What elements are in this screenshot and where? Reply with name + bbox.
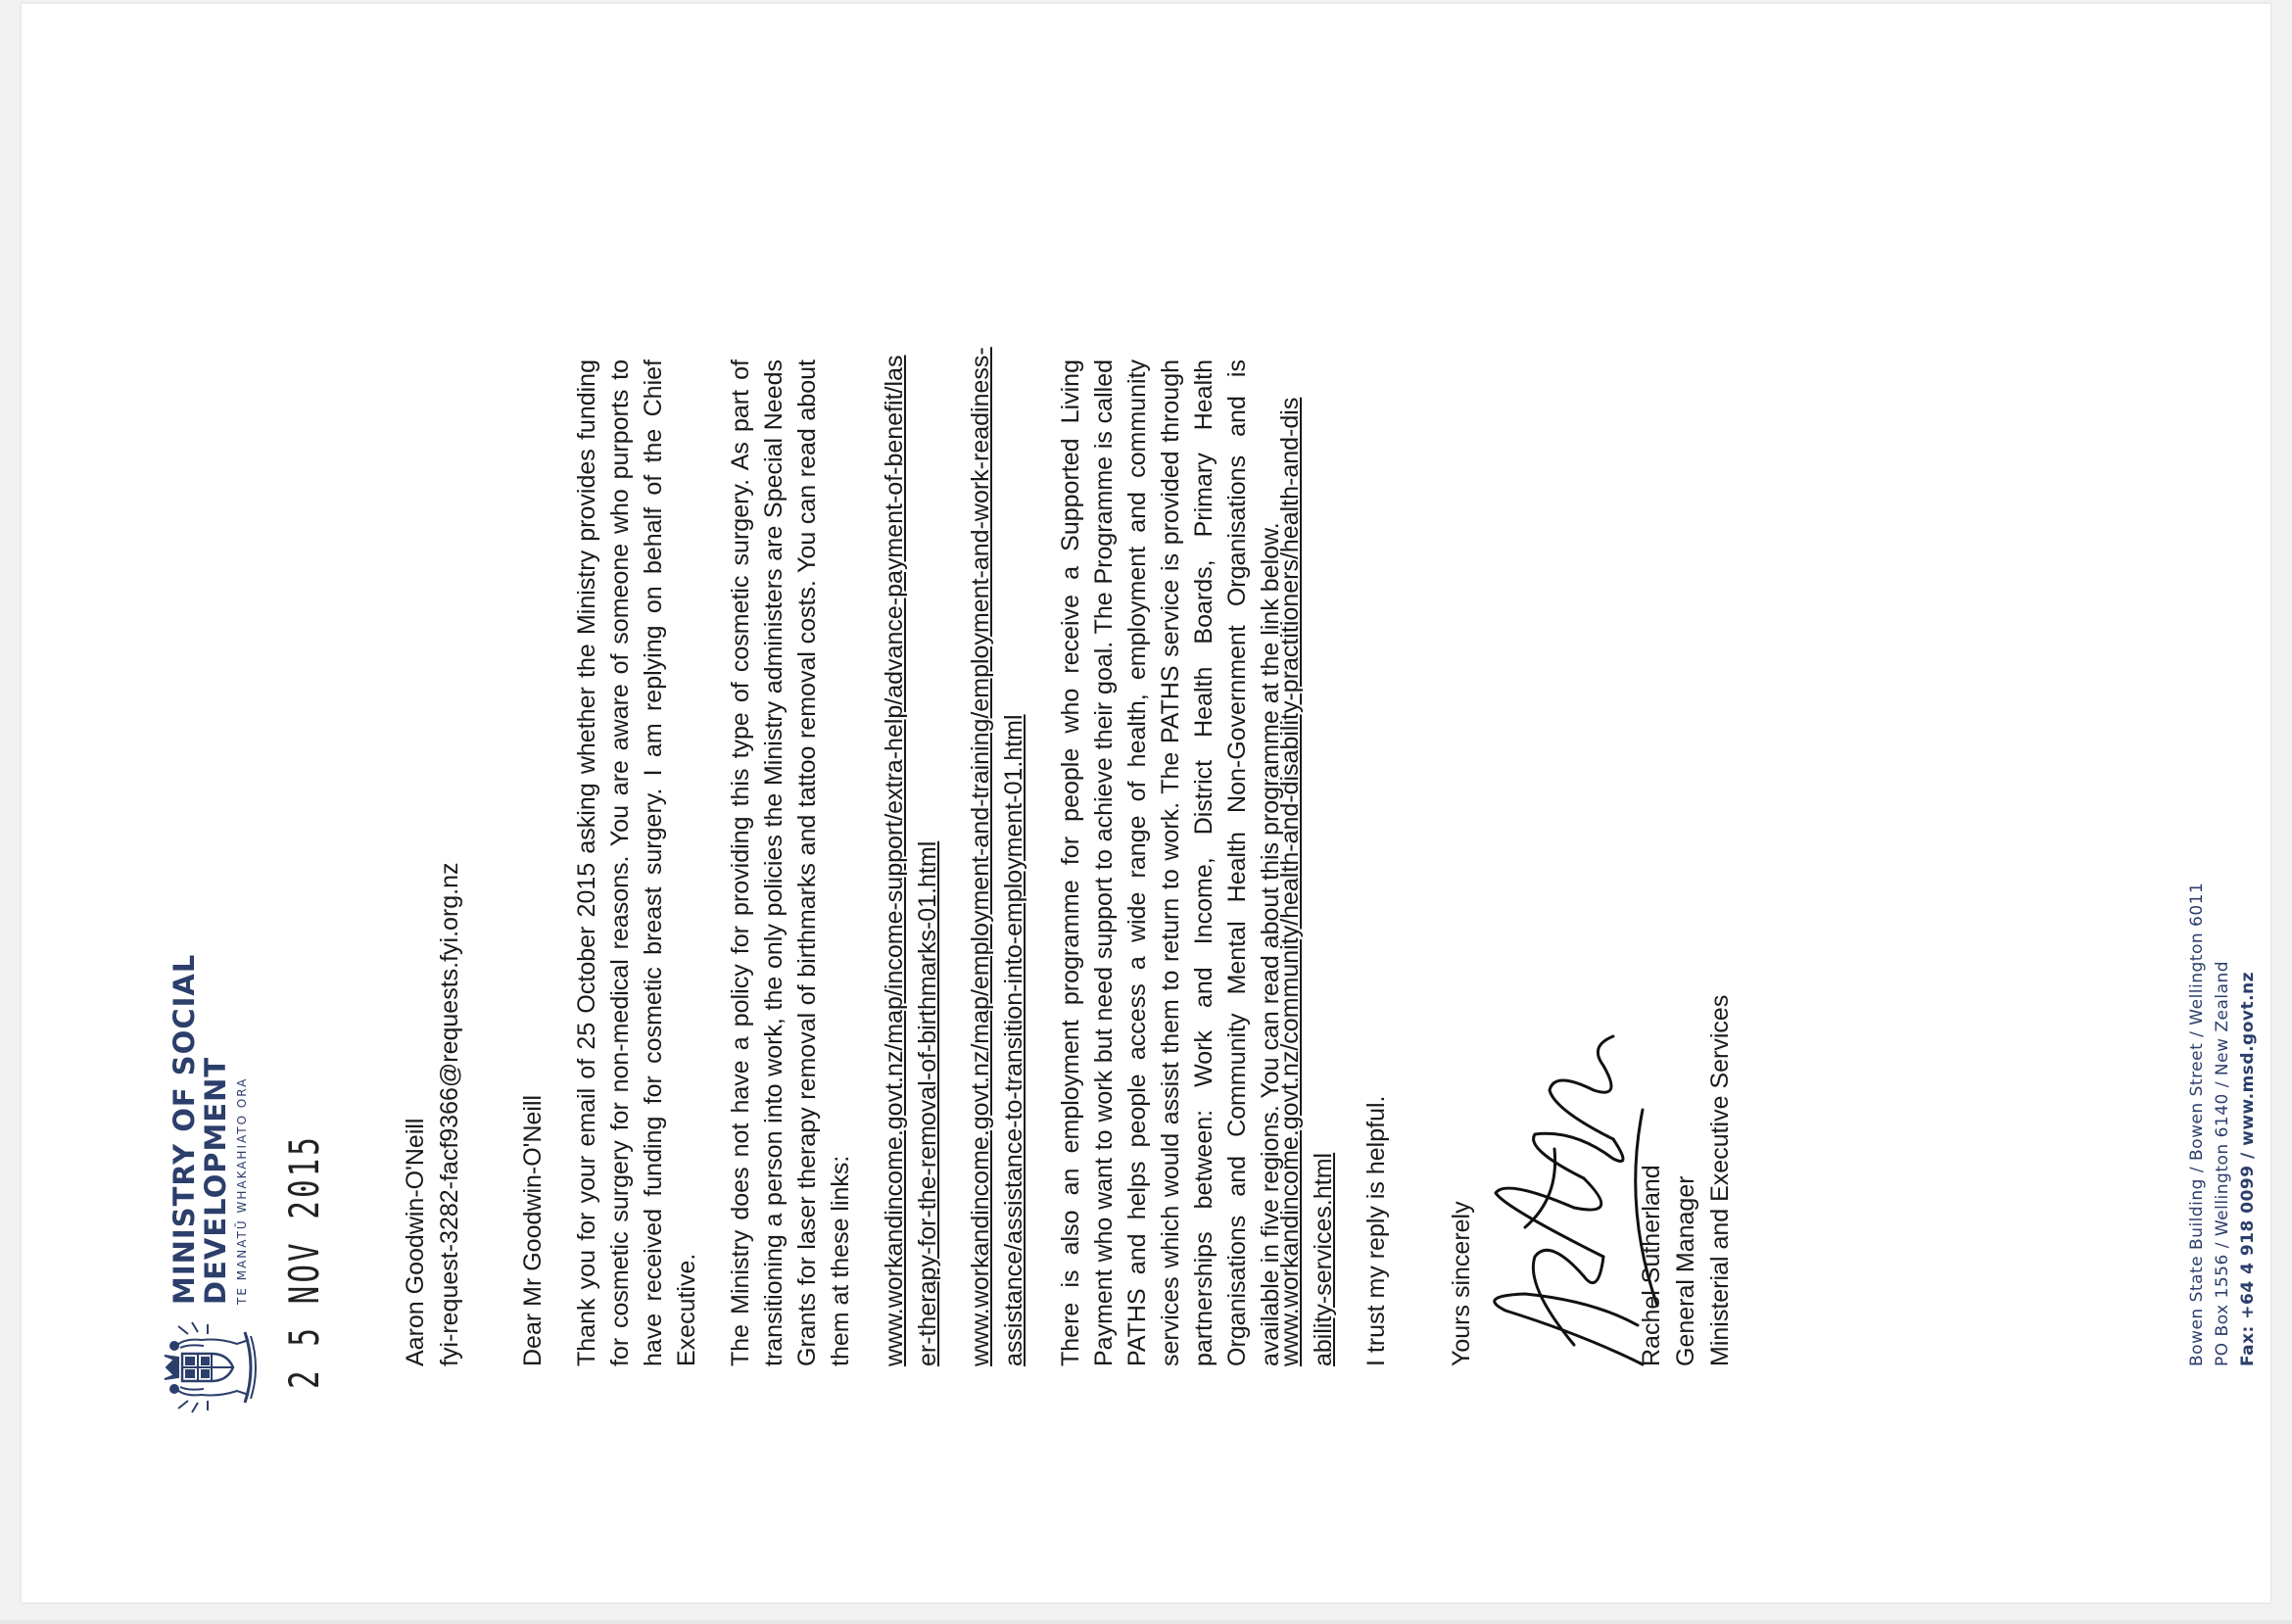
footer-fax: Fax: +64 4 918 0099 / (2238, 1145, 2258, 1366)
footer-po-box: PO Box 1556 / Wellington 6140 / New Zealand (2213, 960, 2232, 1366)
footer-website[interactable]: www.msd.govt.nz (2238, 971, 2258, 1146)
signer-department: Ministerial and Executive Services (1706, 994, 1734, 1366)
nz-coat-of-arms-icon (159, 1316, 261, 1418)
org-name-line1: MINISTRY OF SOCIAL (167, 953, 201, 1305)
employment-transition-link[interactable]: www.workandincome.govt.nz/map/employment-and-training/employment-and-work-readiness-assistance/assistance-to-transition-into-employment-01.html (967, 347, 1027, 1366)
date-stamp: 2 5 NOV 2015 (281, 1134, 329, 1389)
letter (22, 4, 2292, 1624)
org-maori-name: TE MANATŪ WHAKAHIATO ORA (235, 1076, 249, 1305)
footer-street-address: Bowen State Building / Bowen Street / Wellington 6011 (2187, 882, 2207, 1366)
signer-name: Rachel Sutherland (1638, 1165, 1665, 1366)
body-paragraph-3: There is also an employment programme for people who receive a Supported Living Payment who want to work but need support to achieve their goal. The Programme is called PATHS and helps people access a wide range of health, employment and community services which would assist them to return to work. The PATHS service is provided through partnerships between: Work and Income, District Health Boards, Primary Health Organisations and Community Mental Health Non-Government Organisations and is available in five regions. You can read about this programme at the link below. (1057, 359, 1284, 1366)
salutation: Dear Mr Goodwin-O'Neill (519, 1094, 547, 1366)
birthmarks-link[interactable]: www.workandincome.govt.nz/map/income-support/extra-help/advance-payment-of-benefit/laser-therapy-for-the-removal-of-birthmarks-01.html (881, 355, 941, 1366)
recipient-email: fyi-request-3282-facf9366@requests.fyi.org.nz (436, 862, 463, 1366)
footer-address-block (2184, 883, 2261, 1366)
closing: Yours sincerely (1448, 1201, 1475, 1366)
organisation-name-block (168, 952, 249, 1305)
body-paragraph-1: Thank you for your email of 25 October 2015 asking whether the Ministry provides funding for cosmetic surgery for non-medical reasons. You are aware of someone who purports to have received funding for cosmetic breast surgery. I am replying on behalf of the Chief Executive. (573, 359, 700, 1366)
body-paragraph-2: The Ministry does not have a policy for providing this type of cosmetic surgery. As part of transitioning a person into work, the only policies the Ministry administers are Special Needs Grants for laser therapy removal of birthmarks and tattoo removal costs. You can read about them at these links: (727, 359, 854, 1366)
footer-contact (2235, 883, 2261, 1366)
signer-title: General Manager (1672, 1175, 1699, 1366)
document-page (22, 4, 2270, 1602)
recipient-name: Aaron Goodwin-O'Neill (402, 1118, 429, 1366)
health-disability-services-link[interactable]: www.workandincome.govt.nz/community/health-and-disability-practitioners/health-and-disability-services.html (1276, 397, 1337, 1366)
body-paragraph-4: I trust my reply is helpful. (1362, 1095, 1390, 1366)
org-name-line2: DEVELOPMENT (199, 1056, 232, 1305)
